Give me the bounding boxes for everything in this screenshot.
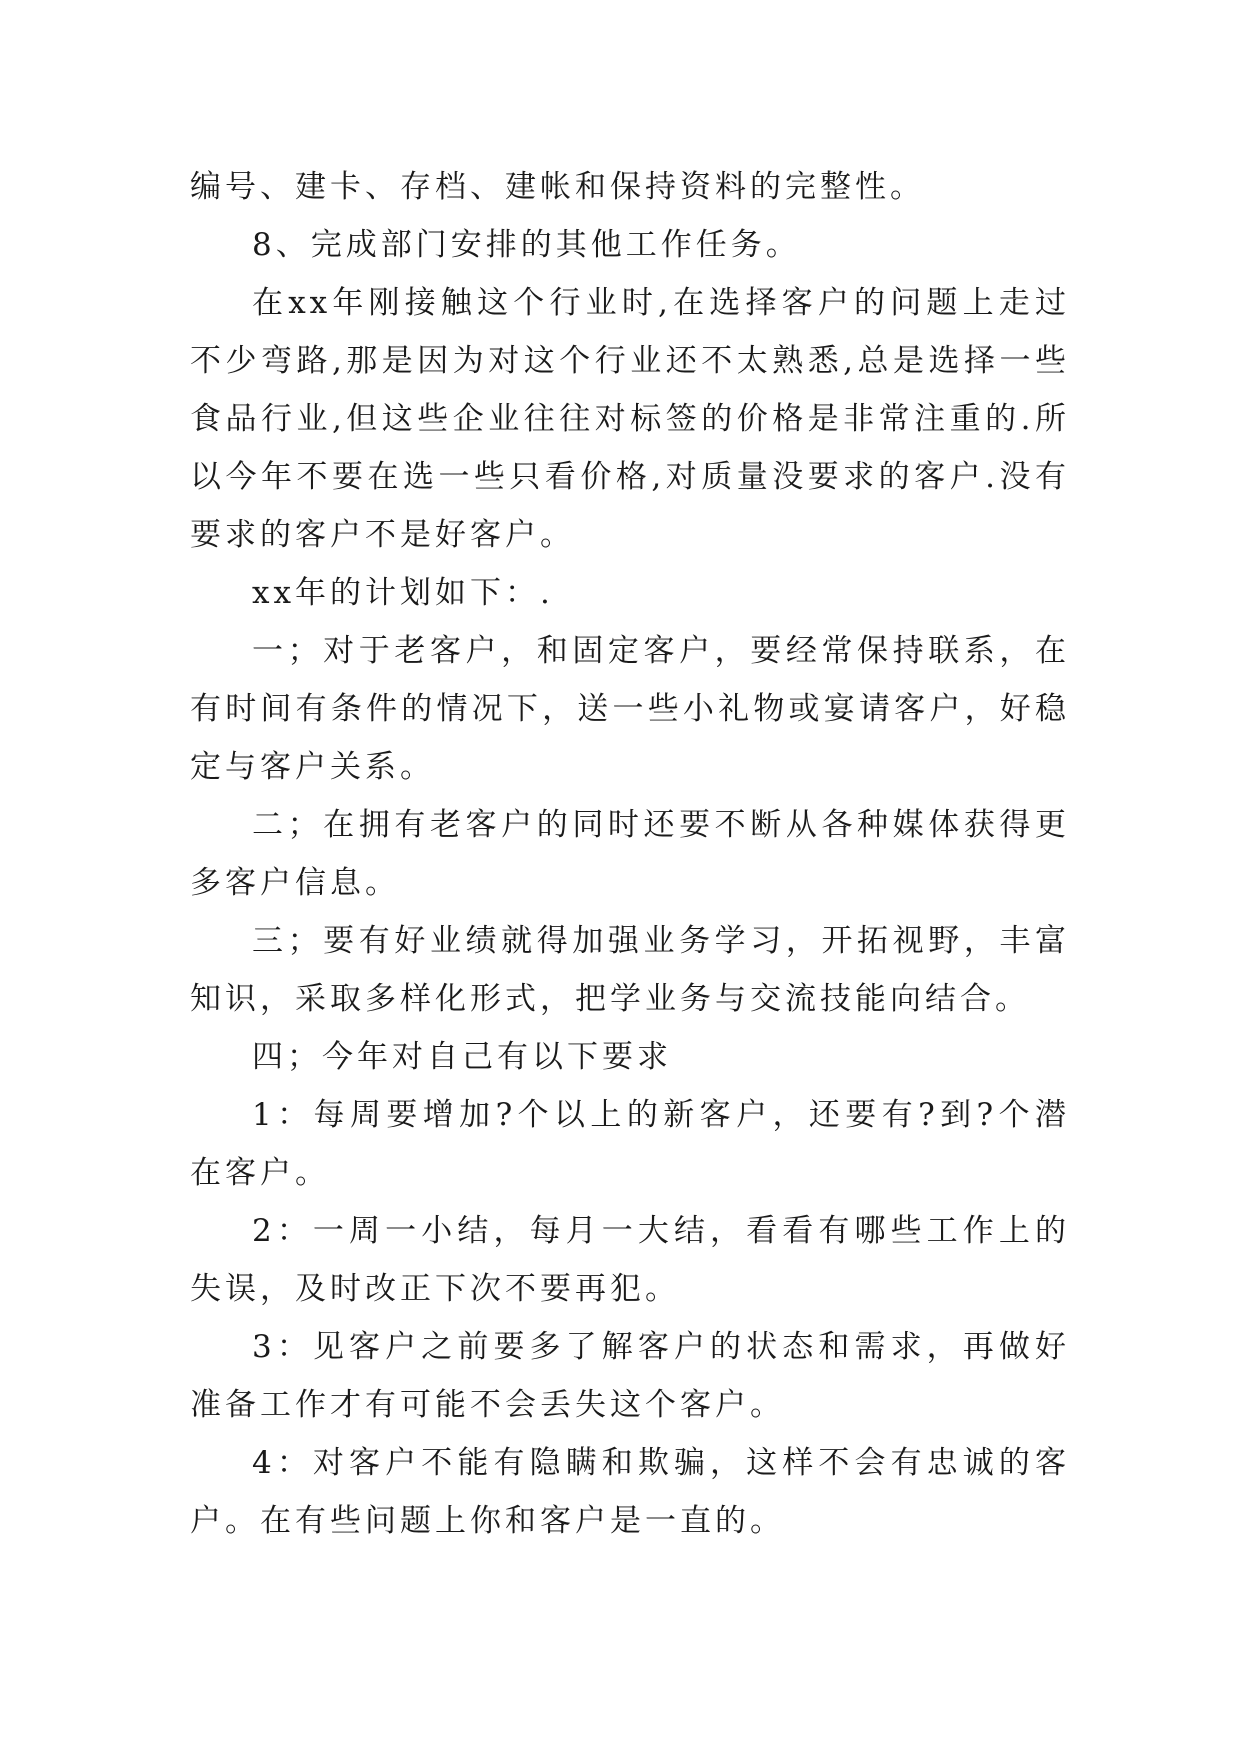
paragraph-requirement-1: 1：每周要增加?个以上的新客户，还要有?到?个潜在客户。	[190, 1097, 1070, 1191]
paragraph-item-8: 8、完成部门安排的其他工作任务。	[252, 227, 801, 263]
paragraph-review: 在xx年刚接触这个行业时,在选择客户的问题上走过不少弯路,那是因为对这个行业还不太熟悉,总是选择一些食品行业,但这些企业往往对标签的价格是非常注重的.所以今年不要在选一些只看价格,对质量没要求的客户.没有要求的客户不是好客户。	[190, 285, 1070, 553]
paragraph-plan-1: 一；对于老客户，和固定客户，要经常保持联系，在有时间有条件的情况下，送一些小礼物或宴请客户，好稳定与客户关系。	[190, 633, 1070, 785]
paragraph-requirement-2: 2：一周一小结，每月一大结，看看有哪些工作上的失误，及时改正下次不要再犯。	[190, 1213, 1070, 1307]
paragraph-plan-4: 四；今年对自己有以下要求	[252, 1039, 672, 1075]
paragraph-continuation: 编号、建卡、存档、建帐和保持资料的完整性。	[190, 169, 925, 205]
paragraph-requirement-4: 4：对客户不能有隐瞒和欺骗，这样不会有忠诚的客户。在有些问题上你和客户是一直的。	[190, 1445, 1070, 1539]
paragraph-requirement-3: 3：见客户之前要多了解客户的状态和需求，再做好准备工作才有可能不会丢失这个客户。	[190, 1329, 1070, 1423]
document-body	[190, 158, 1070, 1550]
paragraph-plan-2: 二；在拥有老客户的同时还要不断从各种媒体获得更多客户信息。	[190, 807, 1070, 901]
paragraph-plan-3: 三；要有好业绩就得加强业务学习，开拓视野，丰富知识，采取多样化形式，把学业务与交流技能向结合。	[190, 923, 1070, 1017]
paragraph-plan-heading: xx年的计划如下：.	[252, 575, 554, 611]
